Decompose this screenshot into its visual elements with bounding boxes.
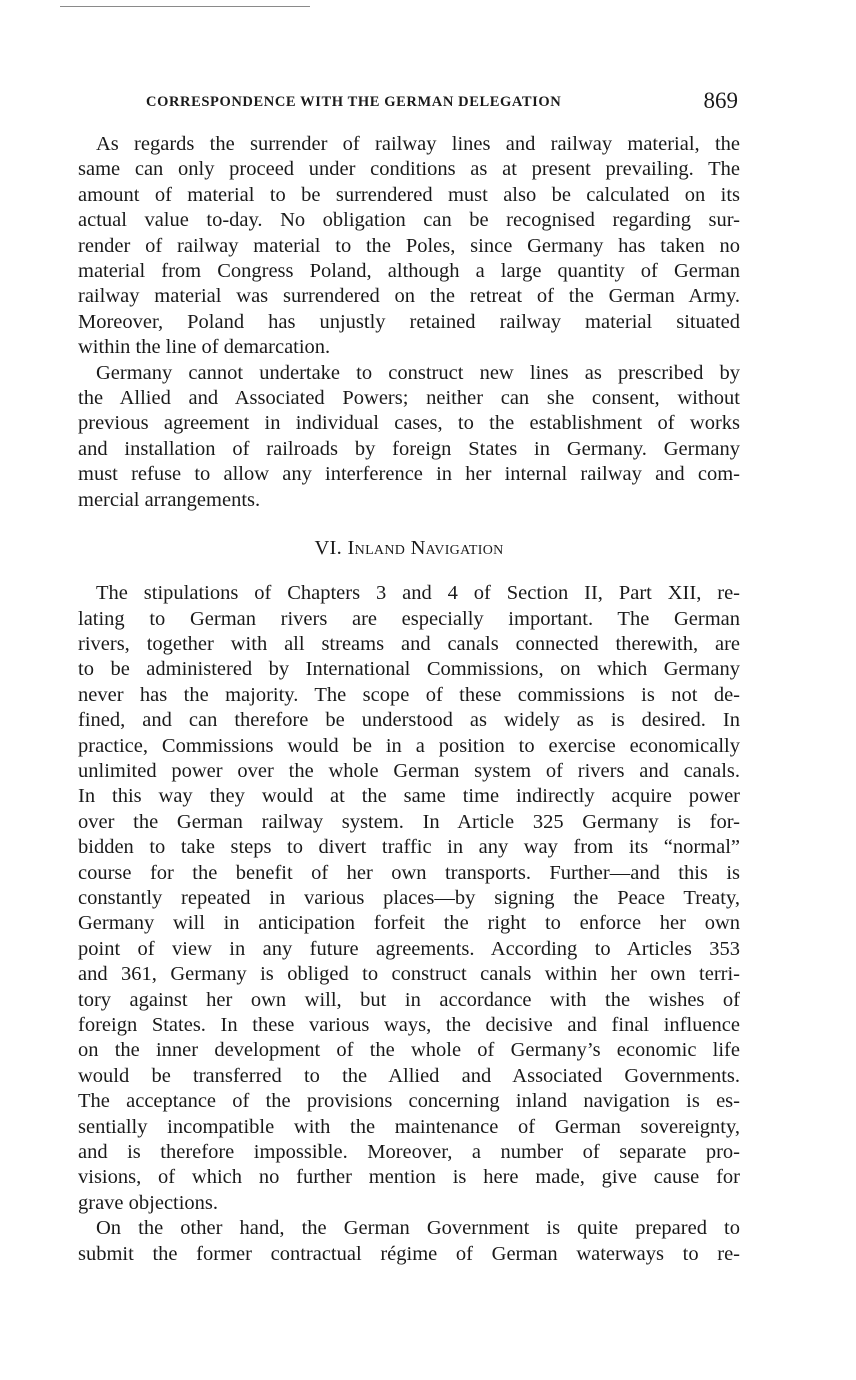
paragraph <box>78 1216 740 1267</box>
text-line: bidden to take steps to divert traffic in any way from its “normal” <box>78 836 740 859</box>
text-line: mercial arrangements. <box>78 488 261 511</box>
body-text <box>78 132 740 1267</box>
paragraph-group-inland-navigation <box>78 581 740 1267</box>
text-line: on the inner development of the whole of Germany’s economic life <box>78 1039 740 1062</box>
paragraph-group-railways <box>78 132 740 513</box>
text-line: within the line of demarcation. <box>78 336 331 359</box>
text-line: never has the majority. The scope of these commissions is not de- <box>78 683 740 706</box>
text-line: same can only proceed under conditions as at present prevailing. The <box>78 158 740 181</box>
text-line: As regards the surrender of railway lines and railway material, the <box>96 133 740 155</box>
text-line: Moreover, Poland has unjustly retained railway material situated <box>78 310 740 333</box>
text-line: material from Congress Poland, although a large quantity of German <box>78 260 740 283</box>
paragraph <box>78 361 740 513</box>
text-line: point of view in any future agreements. According to Articles 353 <box>78 937 740 960</box>
section-heading <box>78 535 740 561</box>
text-line: render of railway material to the Poles, since Germany has taken no <box>78 234 740 257</box>
page-number: 869 <box>703 88 738 113</box>
running-head <box>78 88 740 122</box>
text-line: grave objections. <box>78 1191 219 1214</box>
text-line: would be transferred to the Allied and Associated Governments. <box>78 1064 740 1087</box>
section-title: Inland Navigation <box>347 537 504 560</box>
text-line: the Allied and Associated Powers; neither can she consent, without <box>78 387 740 410</box>
text-line: On the other hand, the German Government is quite prepared to <box>96 1217 740 1240</box>
running-title: CORRESPONDENCE WITH THE GERMAN DELEGATION <box>146 94 562 110</box>
text-line: Germany cannot undertake to construct new lines as prescribed by <box>96 361 740 384</box>
top-rule <box>60 6 310 7</box>
text-line: course for the benefit of her own transports. Further—and this is <box>78 861 740 884</box>
text-line: lating to German rivers are especially important. The German <box>78 607 740 630</box>
text-line: and is therefore impossible. Moreover, a number of separate pro- <box>78 1141 740 1164</box>
text-line: fined, and can therefore be understood as widely as is desired. In <box>78 709 740 732</box>
text-line: Germany will in anticipation forfeit the right to enforce her own <box>78 912 740 935</box>
text-line: tory against her own will, but in accordance with the wishes of <box>78 988 740 1011</box>
text-line: The stipulations of Chapters 3 and 4 of Section II, Part XII, re- <box>96 582 740 605</box>
text-line: over the German railway system. In Article 325 Germany is for- <box>78 810 740 833</box>
text-line: constantly repeated in various places—by signing the Peace Treaty, <box>78 886 740 909</box>
text-line: unlimited power over the whole German system of rivers and canals. <box>78 759 740 782</box>
text-line: sentially incompatible with the maintenance of German sovereignty, <box>78 1115 740 1138</box>
text-line: visions, of which no further mention is here made, give cause for <box>78 1166 740 1189</box>
text-line: previous agreement in individual cases, to the establishment of works <box>78 412 740 435</box>
text-line: railway material was surrendered on the retreat of the German Army. <box>78 285 740 308</box>
text-line: practice, Commissions would be in a position to exercise economically <box>78 734 740 757</box>
paragraph <box>78 132 740 361</box>
text-line: foreign States. In these various ways, the decisive and final influence <box>78 1014 740 1036</box>
text-line: and installation of railroads by foreign States in Germany. Germany <box>78 437 740 460</box>
section-numeral: VI. <box>314 537 343 560</box>
text-line: actual value to-day. No obligation can be recognised regarding sur- <box>78 209 740 232</box>
text-line: and 361, Germany is obliged to construct canals within her own terri- <box>78 963 740 986</box>
text-line: submit the former contractual régime of German waterways to re- <box>78 1242 740 1265</box>
text-line: amount of material to be surrendered must also be calculated on its <box>78 183 740 206</box>
text-line: The acceptance of the provisions concerning inland navigation is es- <box>78 1090 740 1113</box>
text-line: In this way they would at the same time indirectly acquire power <box>78 785 740 808</box>
text-line: rivers, together with all streams and canals connected therewith, are <box>78 632 740 655</box>
paragraph <box>78 581 740 1216</box>
text-line: to be administered by International Commissions, on which Germany <box>78 658 740 681</box>
text-line: must refuse to allow any interference in her internal railway and com- <box>78 463 740 486</box>
